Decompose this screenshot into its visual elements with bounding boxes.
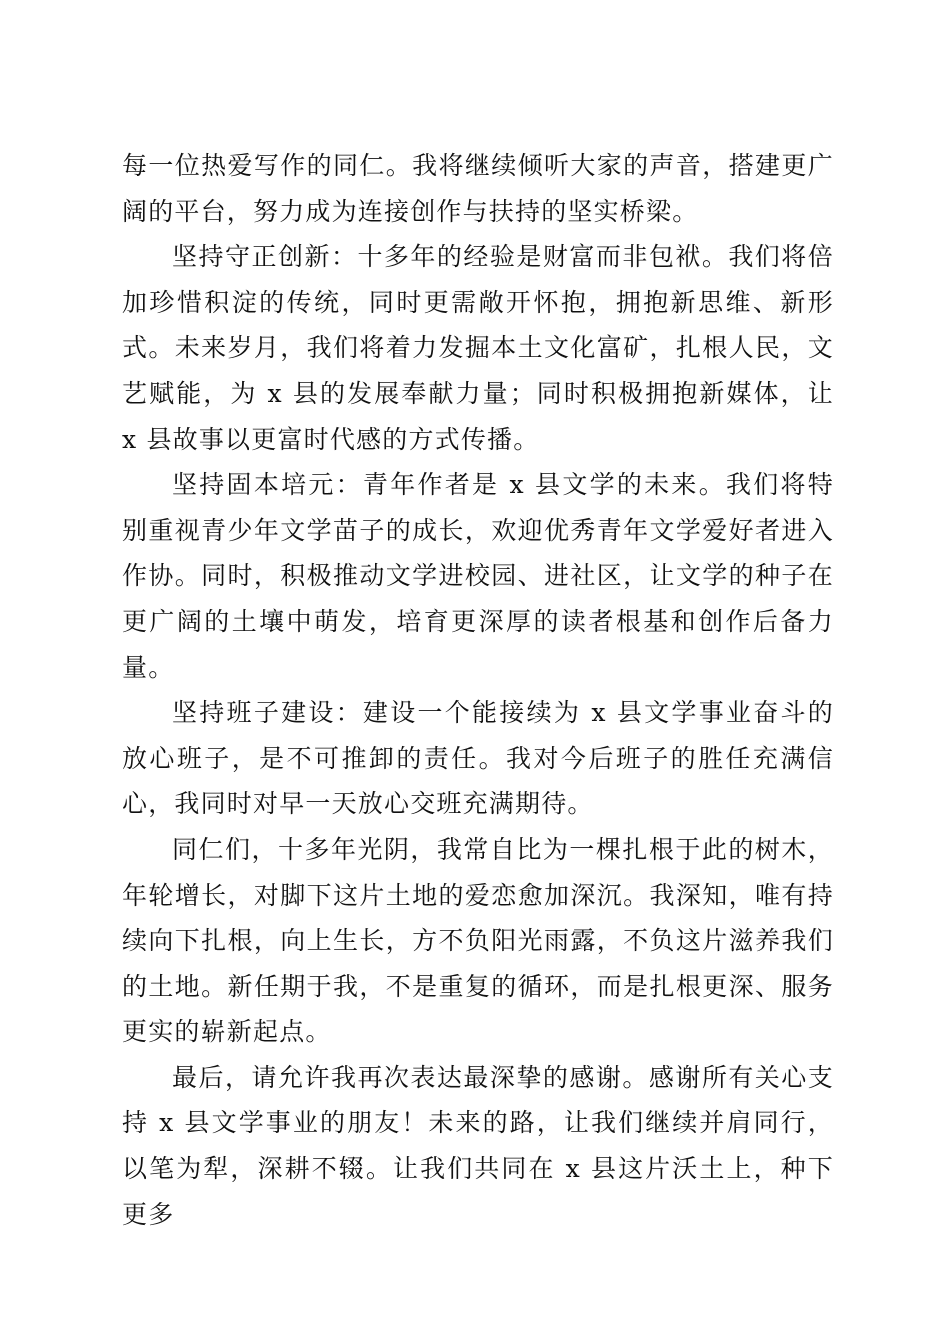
paragraph-colleagues: 同仁们，十多年光阴，我常自比为一棵扎根于此的树木，年轮增长，对脚下这片土地的爱恋愈加深沉。我深知，唯有持续向下扎根，向上生长，方不负阳光雨露，不负这片滋养我们的土地。新任期于我，不是重复的循环，而是扎根更深、服务更实的崭新起点。 [122, 834, 834, 1047]
paragraph-leadership: 坚持班子建设：建设一个能接续为 x 县文学事业奋斗的放心班子，是不可推卸的责任。我对今后班子的胜任充满信心，我同时对早一天放心交班充满期待。 [122, 698, 834, 819]
paragraph-innovation: 坚持守正创新：十多年的经验是财富而非包袱。我们将倍加珍惜积淀的传统，同时更需敞开怀抱，拥抱新思维、新形式。未来岁月，我们将着力发掘本土文化富矿，扎根人民，文艺赋能，为 x 县的发展奉献力量；同时积极拥抱新媒体，让 x 县故事以更富时代感的方式传播。 [122, 242, 834, 454]
document-body [122, 143, 834, 1237]
paragraph-continuation: 每一位热爱写作的同仁。我将继续倾听大家的声音，搭建更广阔的平台，努力成为连接创作与扶持的坚实桥梁。 [122, 151, 834, 226]
paragraph-youth-authors: 坚持固本培元：青年作者是 x 县文学的未来。我们将特别重视青少年文学苗子的成长，欢迎优秀青年文学爱好者进入作协。同时，积极推动文学进校园、进社区，让文学的种子在更广阔的土壤中萌发，培育更深厚的读者根基和创作后备力量。 [122, 470, 834, 682]
paragraph-closing: 最后，请允许我再次表达最深挚的感谢。感谢所有关心支持 x 县文学事业的朋友！未来的路，让我们继续并肩同行，以笔为犁，深耕不辍。让我们共同在 x 县这片沃土上，种下更多 [122, 1062, 834, 1229]
